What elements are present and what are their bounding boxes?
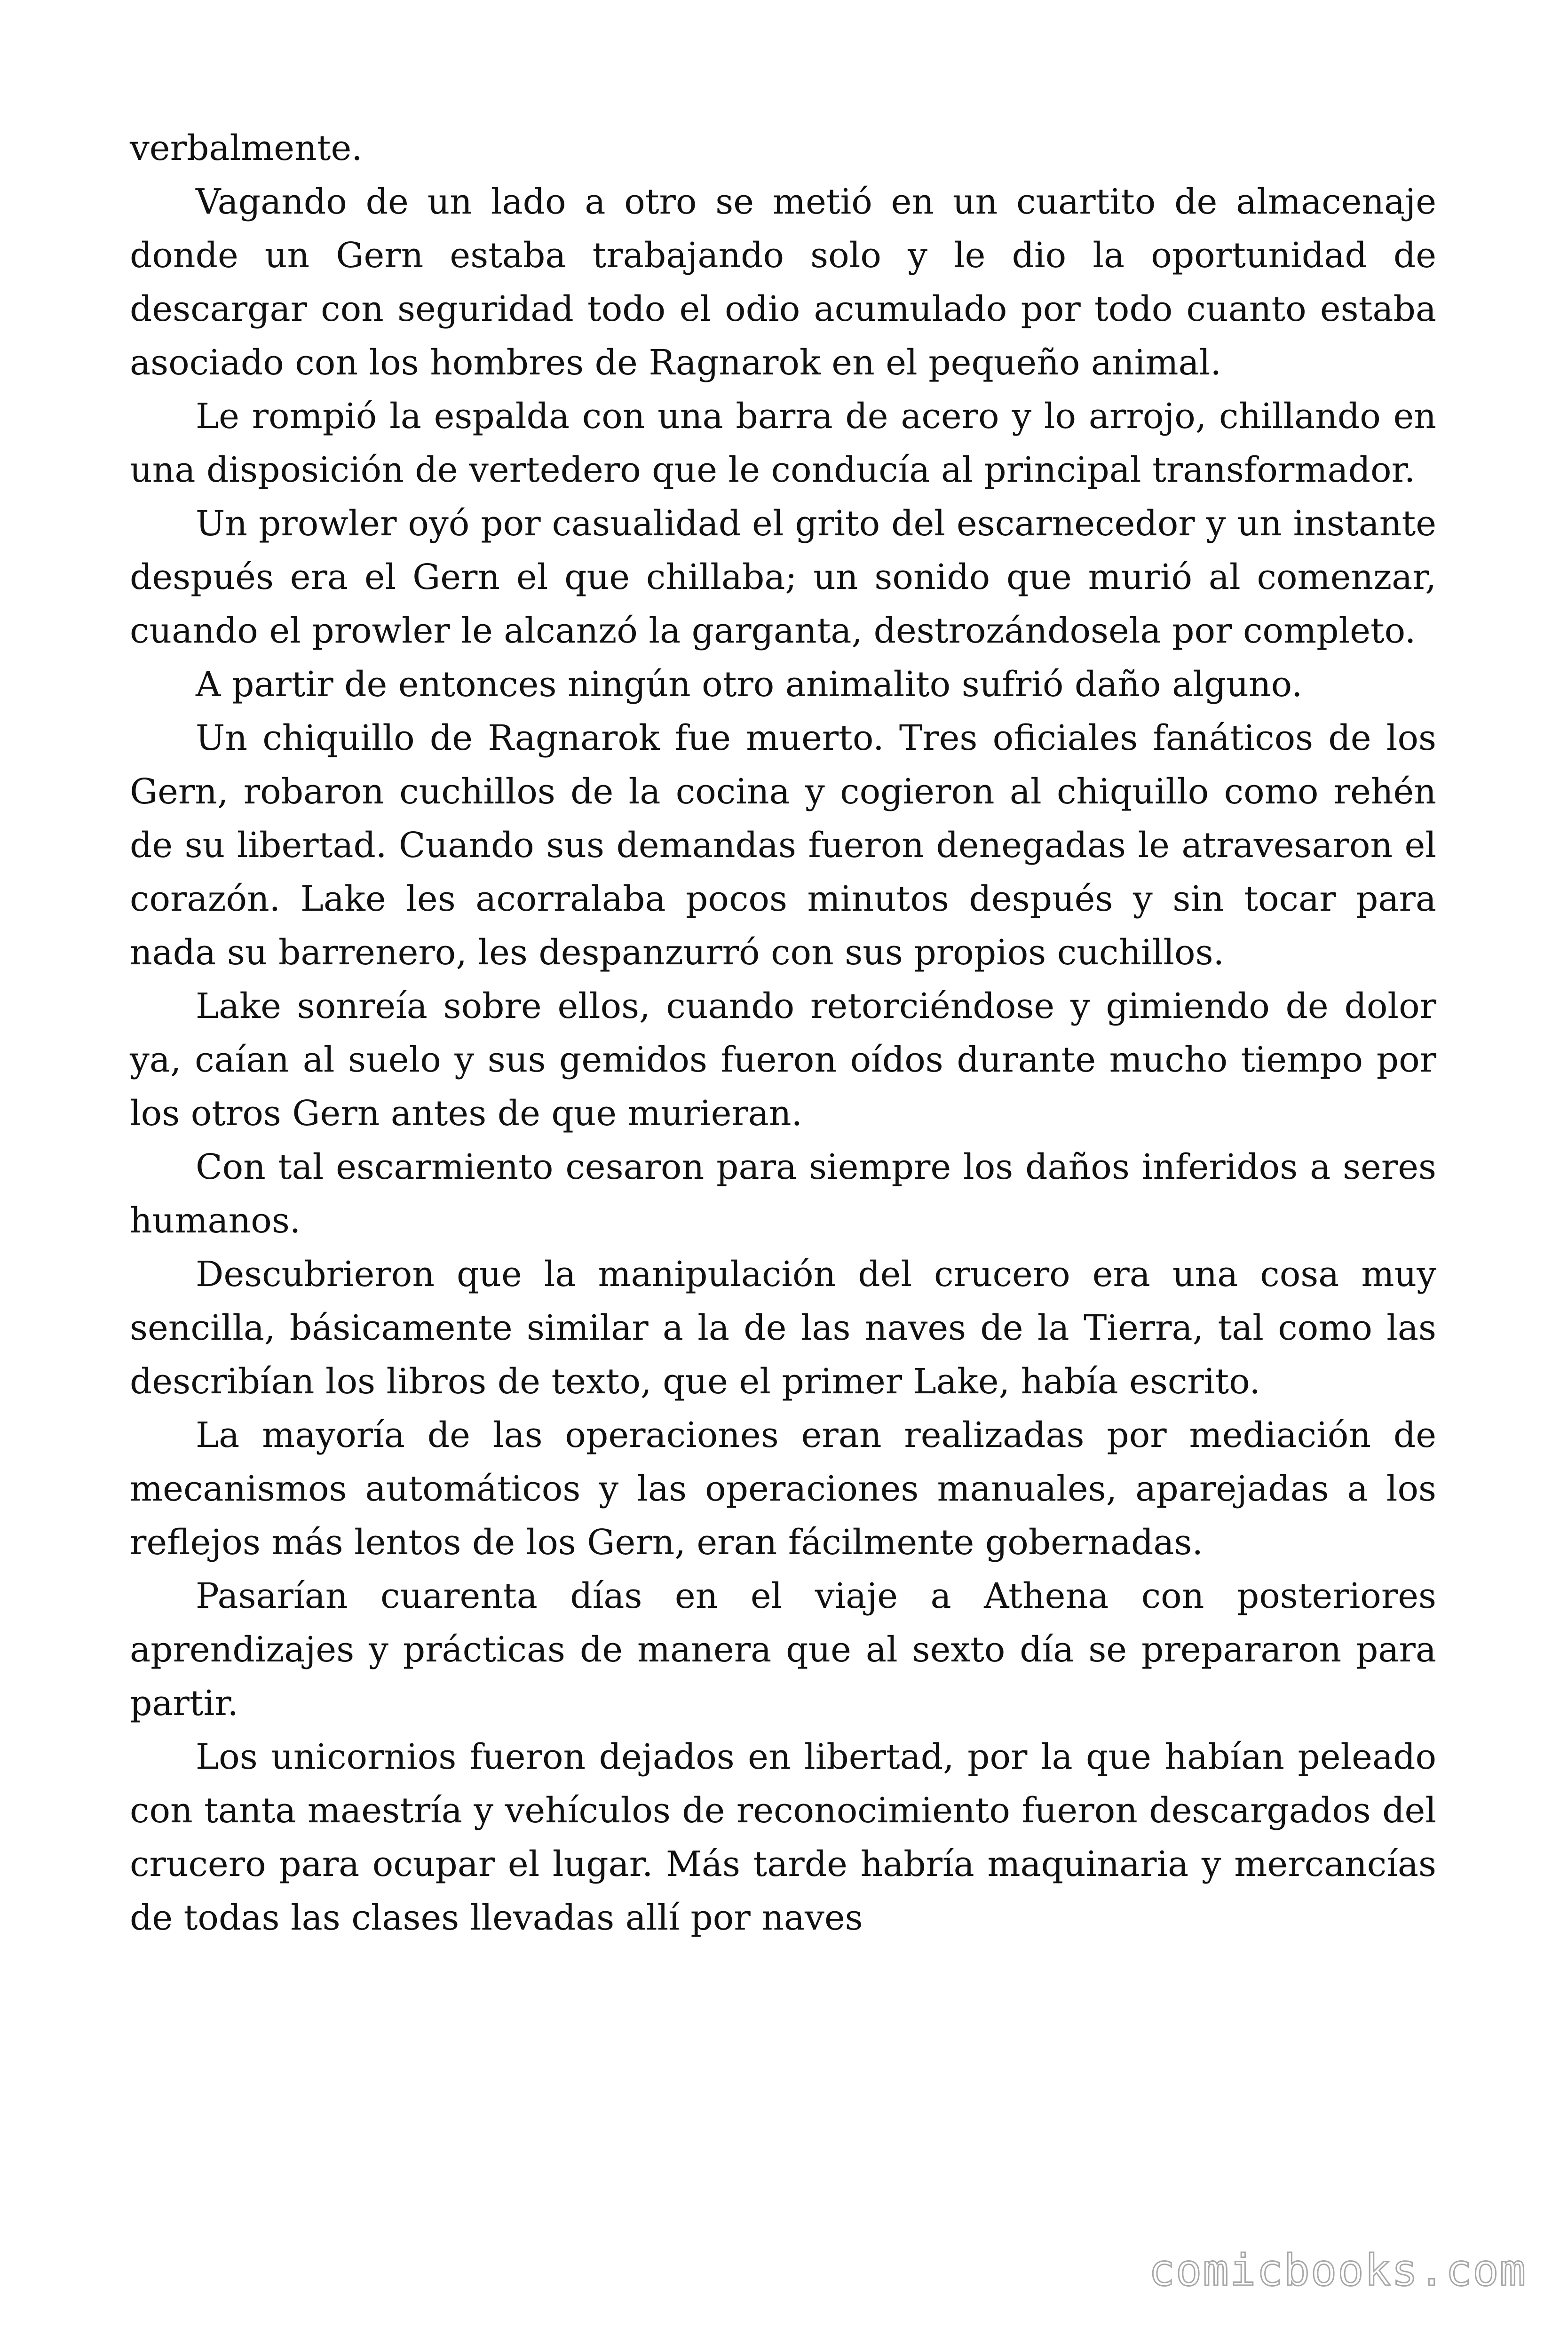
paragraph: Un prowler oyó por casualidad el grito del escarnecedor y un instante después era el Gern el que chillaba; un sonido que murió al comenzar, cuando el prowler le alcanzó la garganta, destrozándosela por completo.: [130, 503, 1436, 651]
paragraph: Un chiquillo de Ragnarok fue muerto. Tres oficiales fanáticos de los Gern, robaron cuchillos de la cocina y cogieron al chiquillo como rehén de su libertad. Cuando sus demandas fueron denegadas le atravesaron el corazón. Lake les acorralaba pocos minutos después y sin tocar para nada su barrenero, les despanzurró con sus propios cuchillos.: [130, 718, 1436, 973]
page-text: [130, 121, 1436, 1945]
paragraph: Lake sonreía sobre ellos, cuando retorciéndose y gimiendo de dolor ya, caían al suelo y sus gemidos fueron oídos durante mucho tiempo por los otros Gern antes de que murieran.: [130, 986, 1436, 1134]
paragraph: Los unicornios fueron dejados en libertad, por la que habían peleado con tanta maestría y vehículos de reconocimiento fueron descargados del crucero para ocupar el lugar. Más tarde habría maquinaria y mercancías de todas las clases llevadas allí por naves: [130, 1737, 1436, 1938]
paragraph: A partir de entonces ningún otro animalito sufrió daño alguno.: [196, 664, 1303, 705]
paragraph: La mayoría de las operaciones eran realizadas por mediación de mecanismos automáticos y las operaciones manuales, aparejadas a los reflejos más lentos de los Gern, eran fácilmente gobernadas.: [130, 1415, 1436, 1563]
paragraph: Pasarían cuarenta días en el viaje a Athena con posteriores aprendizajes y prácticas de manera que al sexto día se prepararon para partir.: [130, 1576, 1436, 1724]
watermark: comicbooks.com: [1148, 2245, 1527, 2296]
paragraph: Le rompió la espalda con una barra de acero y lo arrojo, chillando en una disposición de vertedero que le conducía al principal transformador.: [130, 396, 1436, 490]
paragraph: Con tal escarmiento cesaron para siempre los daños inferidos a seres humanos.: [130, 1147, 1436, 1241]
paragraph: Descubrieron que la manipulación del crucero era una cosa muy sencilla, básicamente similar a la de las naves de la Tierra, tal como las describían los libros de texto, que el primer Lake, había escrito.: [130, 1254, 1436, 1402]
paragraph: Vagando de un lado a otro se metió en un cuartito de almacenaje donde un Gern estaba trabajando solo y le dio la oportunidad de descargar con seguridad todo el odio acumulado por todo cuanto estaba asociado con los hombres de Ragnarok en el pequeño animal.: [130, 182, 1436, 383]
paragraph: verbalmente.: [130, 128, 363, 168]
